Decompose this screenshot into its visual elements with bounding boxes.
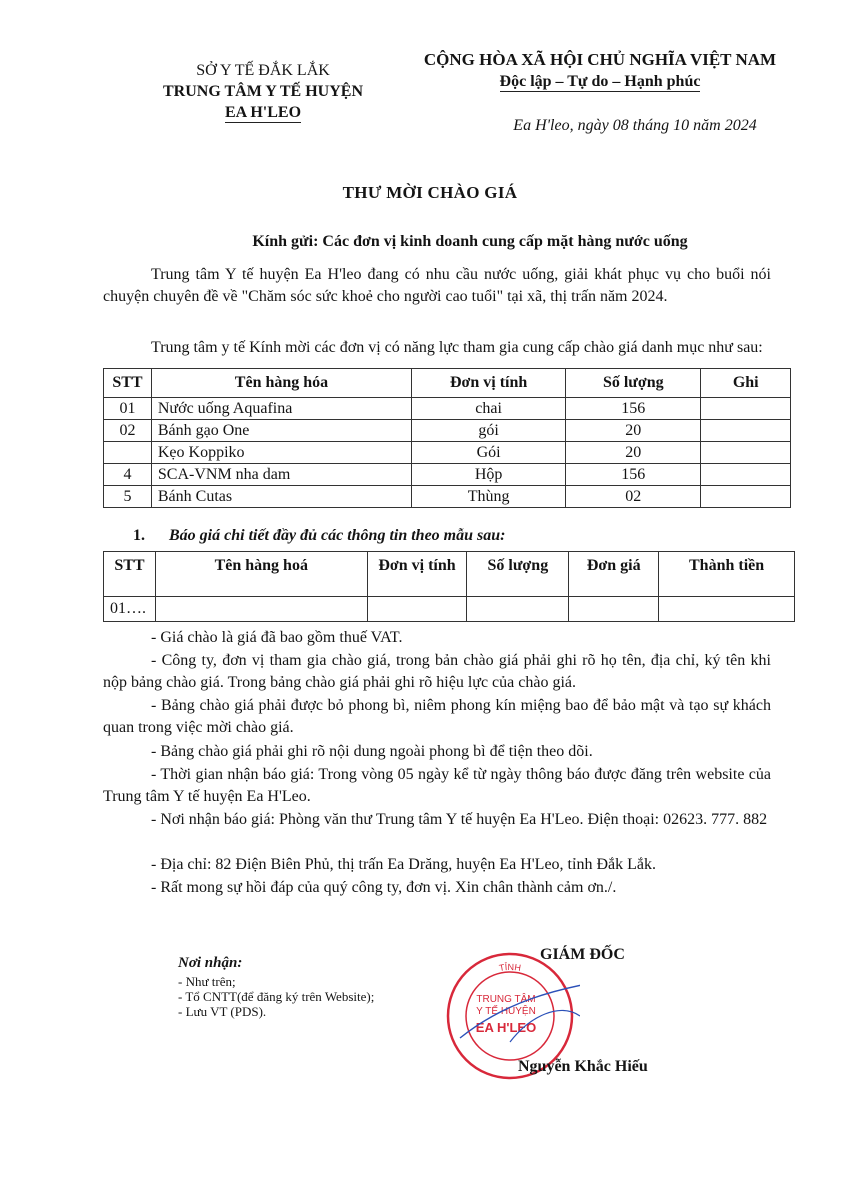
cell-stt: 01…. bbox=[104, 597, 156, 622]
col-header-stt: STT bbox=[104, 369, 152, 398]
signer-title: GIÁM ĐỐC bbox=[540, 946, 625, 963]
bullet-receiving-time: - Thời gian nhận báo giá: Trong vòng 05 ngày kể từ ngày thông báo được đăng trên website của Trung tâm Y tế huyện Ea H'Leo. bbox=[103, 766, 771, 805]
cell-empty bbox=[569, 597, 659, 622]
cell-item-name: SCA-VNM nha dam bbox=[151, 464, 411, 486]
nation-name: CỘNG HÒA XÃ HỘI CHỦ NGHĨA VIỆT NAM bbox=[423, 50, 777, 69]
table-row bbox=[104, 398, 791, 420]
table-row bbox=[104, 486, 791, 508]
cell-stt bbox=[104, 442, 152, 464]
cell-note bbox=[701, 464, 791, 486]
section-1-number: 1. bbox=[133, 527, 145, 544]
bullet-sealed-envelope: - Bảng chào giá phải được bỏ phong bì, niêm phong kín miệng bao để bảo mật và tạo sự khách quan trong việc mời chào giá. bbox=[103, 697, 771, 736]
table-row bbox=[104, 420, 791, 442]
cell-note bbox=[701, 420, 791, 442]
bullet-closing: - Rất mong sự hồi đáp của quý công ty, đơn vị. Xin chân thành cảm ơn./. bbox=[151, 879, 617, 896]
col-header-quantity: Số lượng bbox=[467, 552, 569, 597]
cell-note bbox=[701, 398, 791, 420]
cell-unit: gói bbox=[412, 420, 566, 442]
org-line-1: SỞ Y TẾ ĐẮK LẮK bbox=[196, 62, 330, 79]
cell-item-name: Bánh gạo One bbox=[151, 420, 411, 442]
quote-template-table bbox=[103, 551, 795, 622]
items-table bbox=[103, 368, 791, 508]
issuing-organization bbox=[118, 60, 408, 123]
bullet-receiving-place: - Nơi nhận báo giá: Phòng văn thư Trung tâm Y tế huyện Ea H'Leo. Điện thoại: 02623. 777. 882 bbox=[151, 811, 768, 828]
cell-stt: 5 bbox=[104, 486, 152, 508]
stamp-line-3: EA H'LEO bbox=[475, 1020, 537, 1035]
cell-quantity: 20 bbox=[566, 442, 701, 464]
bullet-vat: - Giá chào là giá đã bao gồm thuế VAT. bbox=[151, 629, 403, 646]
addressee: Kính gửi: Các đơn vị kinh doanh cung cấp mặt hàng nước uống bbox=[252, 233, 688, 250]
bullet-envelope-content: - Bảng chào giá phải ghi rõ nội dung ngoài phong bì để tiện theo dõi. bbox=[151, 743, 593, 760]
col-header-total: Thành tiền bbox=[659, 552, 795, 597]
bullet-address: - Địa chỉ: 82 Điện Biên Phủ, thị trấn Ea Drăng, huyện Ea H'Leo, tỉnh Đắk Lắk. bbox=[151, 856, 656, 873]
items-table-header bbox=[104, 369, 791, 398]
col-header-unit: Đơn vị tính bbox=[412, 369, 566, 398]
stamp-line-1: TRUNG TÂM bbox=[476, 994, 536, 1005]
col-header-quantity: Số lượng bbox=[566, 369, 701, 398]
cell-quantity: 156 bbox=[566, 398, 701, 420]
cell-item-name: Nước uống Aquafina bbox=[151, 398, 411, 420]
cell-empty bbox=[367, 597, 467, 622]
recipient-item: - Tổ CNTT(để đăng ký trên Website); bbox=[178, 989, 375, 1004]
cell-stt: 4 bbox=[104, 464, 152, 486]
col-header-item-name: Tên hàng hoá bbox=[155, 552, 367, 597]
national-header bbox=[400, 49, 800, 93]
signer-name: Nguyễn Khắc Hiếu bbox=[518, 1058, 648, 1075]
section-1-heading bbox=[133, 527, 505, 545]
table-row bbox=[104, 464, 791, 486]
cell-unit: chai bbox=[412, 398, 566, 420]
recipient-item: - Như trên; bbox=[178, 974, 236, 989]
bullet-company-info: - Công ty, đơn vị tham gia chào giá, trong bản chào giá phải ghi rõ họ tên, địa chỉ, ký tên khi nộp bảng chào giá. Trong bảng chào giá phải ghi rõ hiệu lực của chào giá. bbox=[103, 652, 771, 691]
cell-quantity: 02 bbox=[566, 486, 701, 508]
quote-table-header bbox=[104, 552, 795, 597]
document-date: Ea H'leo, ngày 08 tháng 10 năm 2024 bbox=[513, 117, 757, 134]
recipients-heading: Nơi nhận: bbox=[178, 955, 243, 971]
cell-unit: Gói bbox=[412, 442, 566, 464]
cell-note bbox=[701, 486, 791, 508]
cell-quantity: 156 bbox=[566, 464, 701, 486]
table-row bbox=[104, 442, 791, 464]
org-line-3: EA H'LEO bbox=[224, 104, 302, 121]
col-header-unit: Đơn vị tính bbox=[367, 552, 467, 597]
org-line-2: TRUNG TÂM Y TẾ HUYỆN bbox=[162, 83, 364, 100]
cell-item-name: Bánh Cutas bbox=[151, 486, 411, 508]
recipient-item: - Lưu VT (PDS). bbox=[178, 1004, 267, 1019]
cell-stt: 02 bbox=[104, 420, 152, 442]
national-motto: Độc lập – Tự do – Hạnh phúc bbox=[499, 73, 701, 90]
col-header-item-name: Tên hàng hóa bbox=[151, 369, 411, 398]
cell-unit: Thùng bbox=[412, 486, 566, 508]
invite-paragraph: Trung tâm y tế Kính mời các đơn vị có năng lực tham gia cung cấp chào giá danh mục như sau: bbox=[151, 339, 763, 356]
cell-note bbox=[701, 442, 791, 464]
cell-unit: Hộp bbox=[412, 464, 566, 486]
intro-paragraph: Trung tâm Y tế huyện Ea H'leo đang có nhu cầu nước uống, giải khát phục vụ cho buổi nói chuyện chuyên đề về "Chăm sóc sức khoẻ cho người cao tuổi" tại xã, thị trấn năm 2024. bbox=[103, 266, 771, 305]
table-row bbox=[104, 597, 795, 622]
document-title: THƯ MỜI CHÀO GIÁ bbox=[342, 183, 518, 202]
stamp-line-2: Y TẾ HUYỆN bbox=[476, 1006, 536, 1017]
cell-item-name: Kẹo Koppiko bbox=[151, 442, 411, 464]
col-header-unit-price: Đơn giá bbox=[569, 552, 659, 597]
col-header-stt: STT bbox=[104, 552, 156, 597]
cell-quantity: 20 bbox=[566, 420, 701, 442]
cell-empty bbox=[659, 597, 795, 622]
cell-empty bbox=[155, 597, 367, 622]
cell-empty bbox=[467, 597, 569, 622]
cell-stt: 01 bbox=[104, 398, 152, 420]
section-1-text: Báo giá chi tiết đầy đủ các thông tin theo mẫu sau: bbox=[169, 527, 506, 544]
recipients-block bbox=[178, 956, 374, 1019]
col-header-note: Ghi bbox=[701, 369, 791, 398]
stamp-arc-text: TỈNH bbox=[498, 961, 522, 974]
